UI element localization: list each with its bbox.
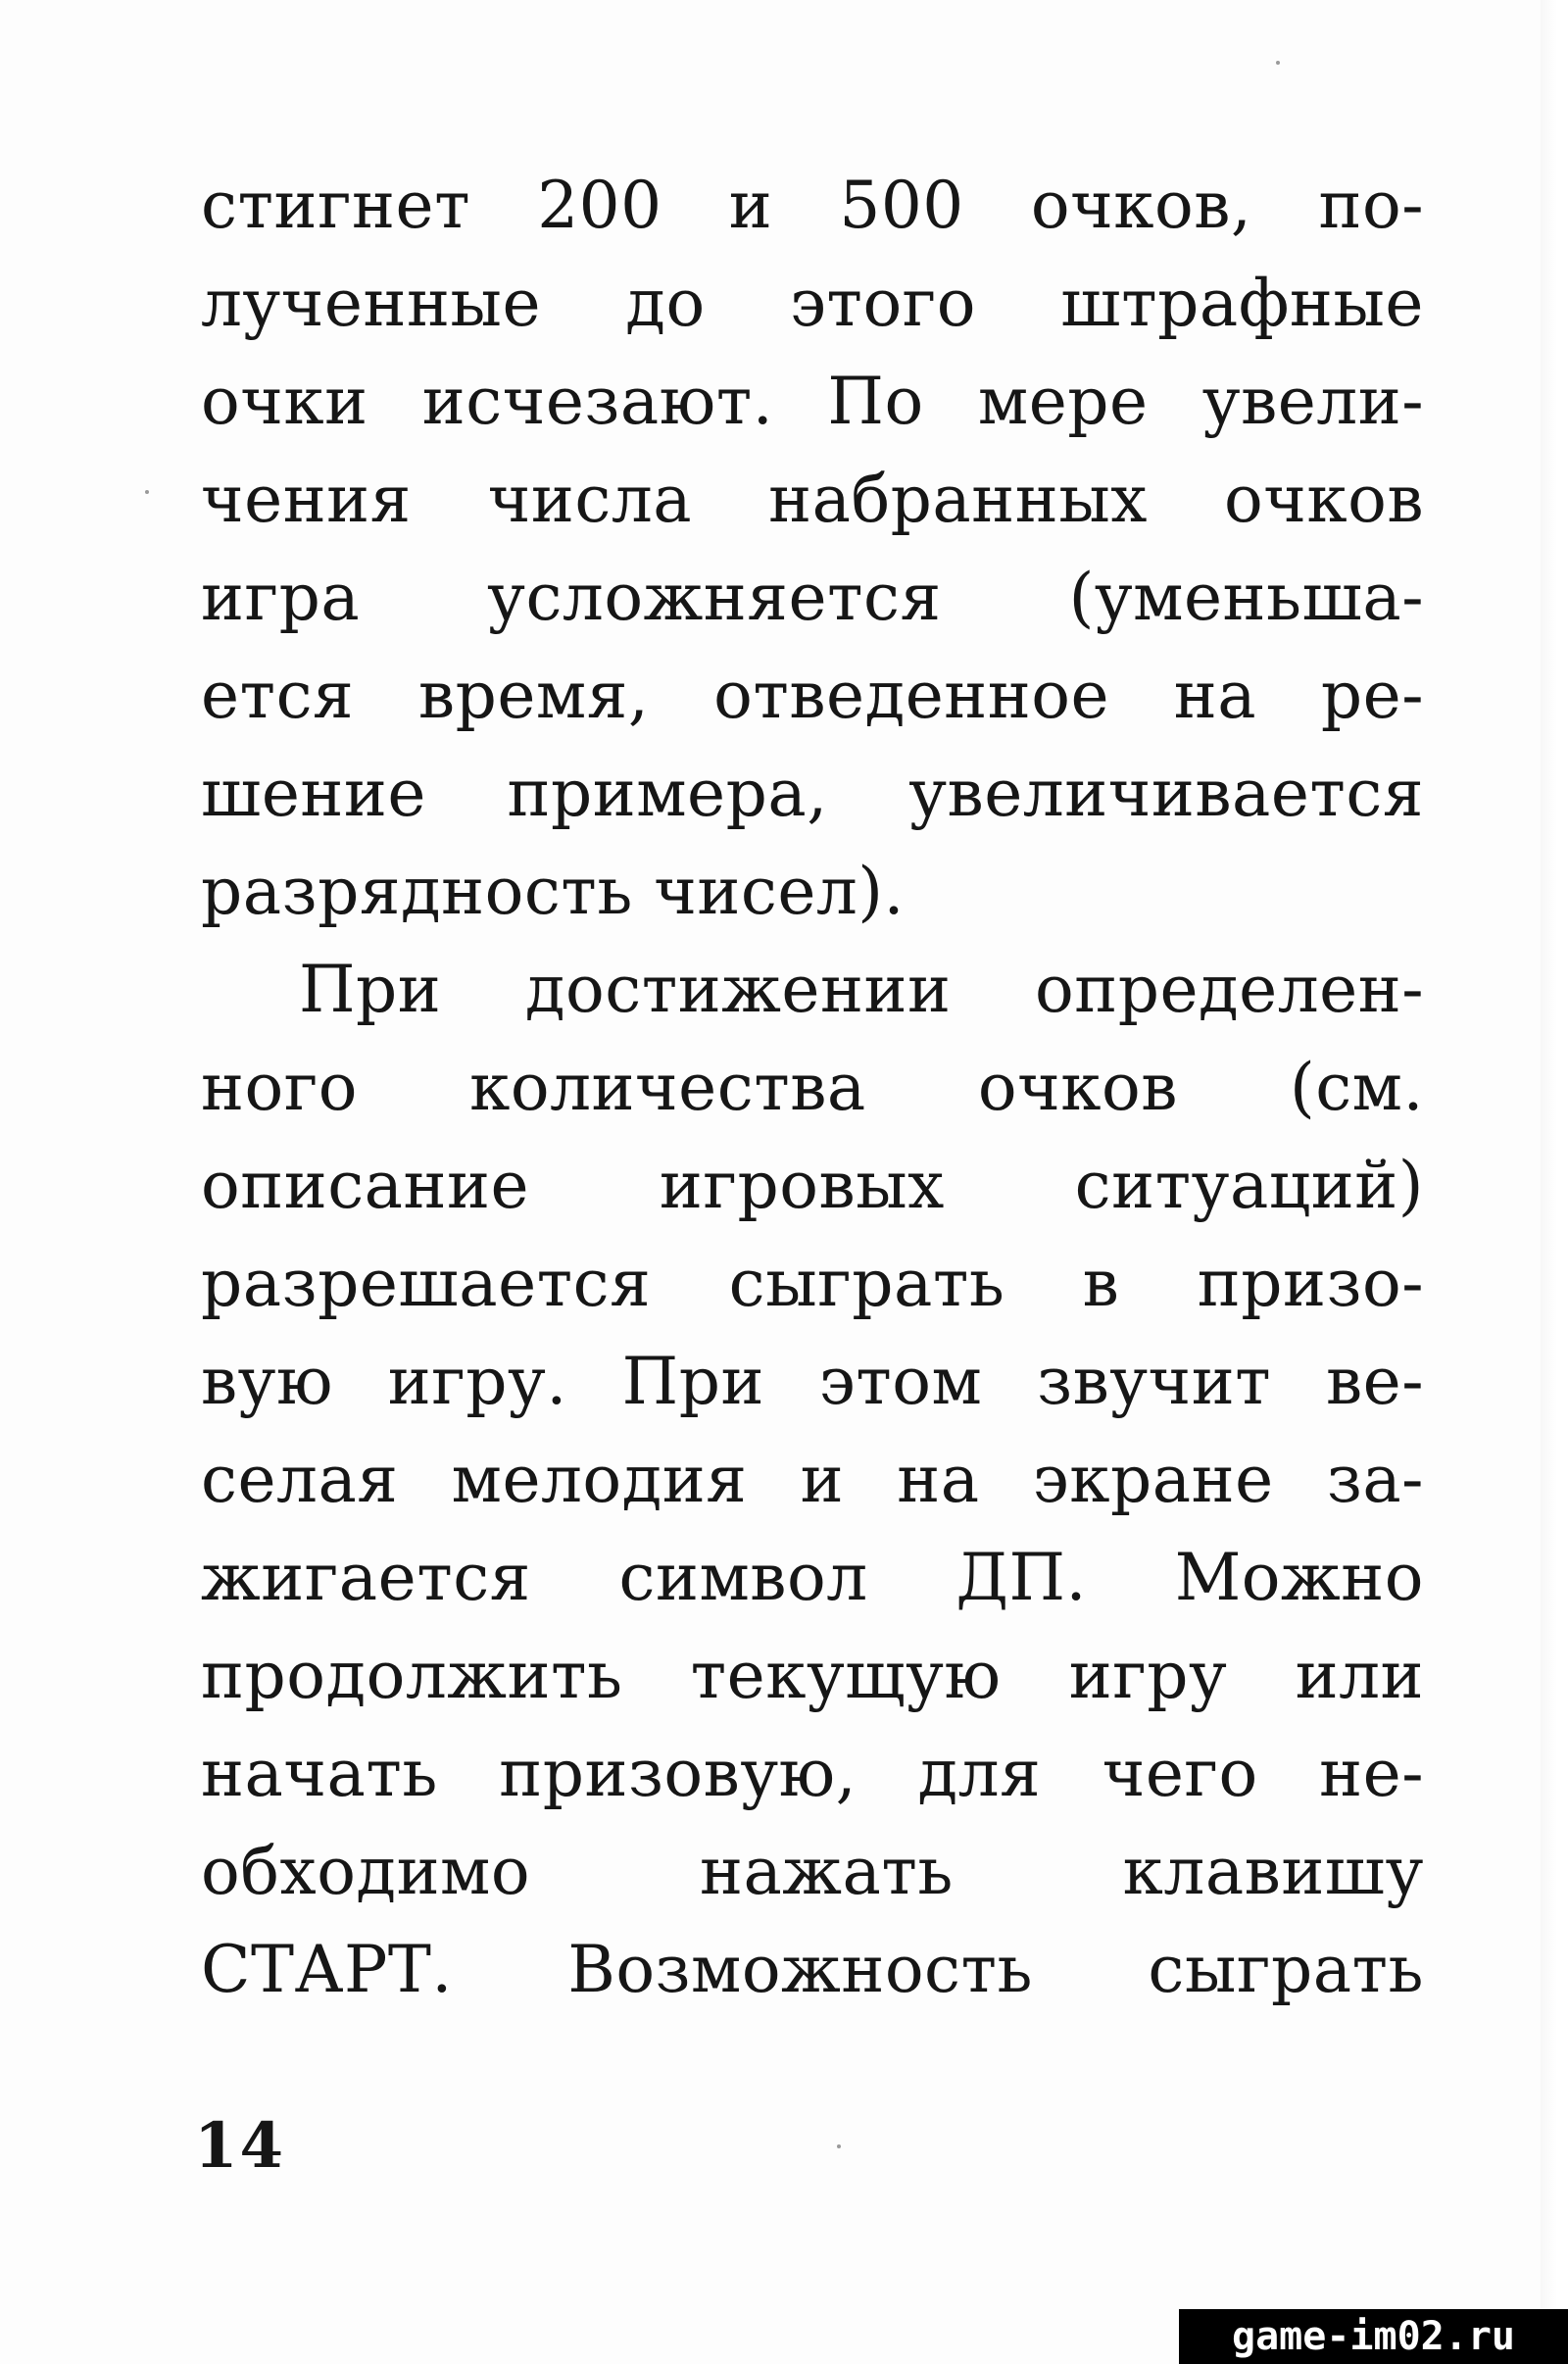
text-line: При достижении определен- (299, 952, 1424, 1027)
text-line: жигается символ ДП. Можно (201, 1540, 1424, 1615)
dust-speck (145, 490, 149, 494)
text-line: СТАРТ. Возможность сыграть (201, 1932, 1424, 2007)
watermark-link[interactable]: game-im02.ru (1179, 2309, 1568, 2364)
text-line: очки исчезают. По мере увели- (201, 364, 1424, 439)
text-line: игра усложняется (уменьша- (201, 560, 1424, 635)
text-line: шение примера, увеличивается (201, 756, 1424, 831)
text-line: разрядность чисел). (201, 854, 906, 929)
text-line: стигнет 200 и 500 очков, по- (201, 168, 1424, 243)
text-line: продолжить текущую игру или (201, 1638, 1424, 1713)
paragraph-2 (201, 941, 1424, 2019)
text-line: лученные до этого штрафные (201, 266, 1424, 341)
dust-speck (837, 2144, 841, 2148)
text-line: описание игровых ситуаций) (201, 1148, 1424, 1223)
body-text (201, 157, 1424, 2019)
text-line: чения числа набранных очков (201, 462, 1424, 537)
page-number: 14 (194, 2109, 286, 2183)
text-line: ного количества очков (см. (201, 1050, 1424, 1125)
page-torn-edge (1541, 0, 1568, 2364)
text-line: ется время, отведенное на ре- (201, 658, 1424, 733)
text-line: селая мелодия и на экране за- (201, 1442, 1424, 1517)
text-line: обходимо нажать клавишу (201, 1834, 1424, 1909)
text-line: вую игру. При этом звучит ве- (201, 1344, 1424, 1419)
text-line: начать призовую, для чего не- (201, 1736, 1424, 1811)
text-line: разрешается сыграть в призо- (201, 1246, 1424, 1321)
paragraph-1 (201, 157, 1424, 941)
dust-speck (1276, 61, 1280, 65)
